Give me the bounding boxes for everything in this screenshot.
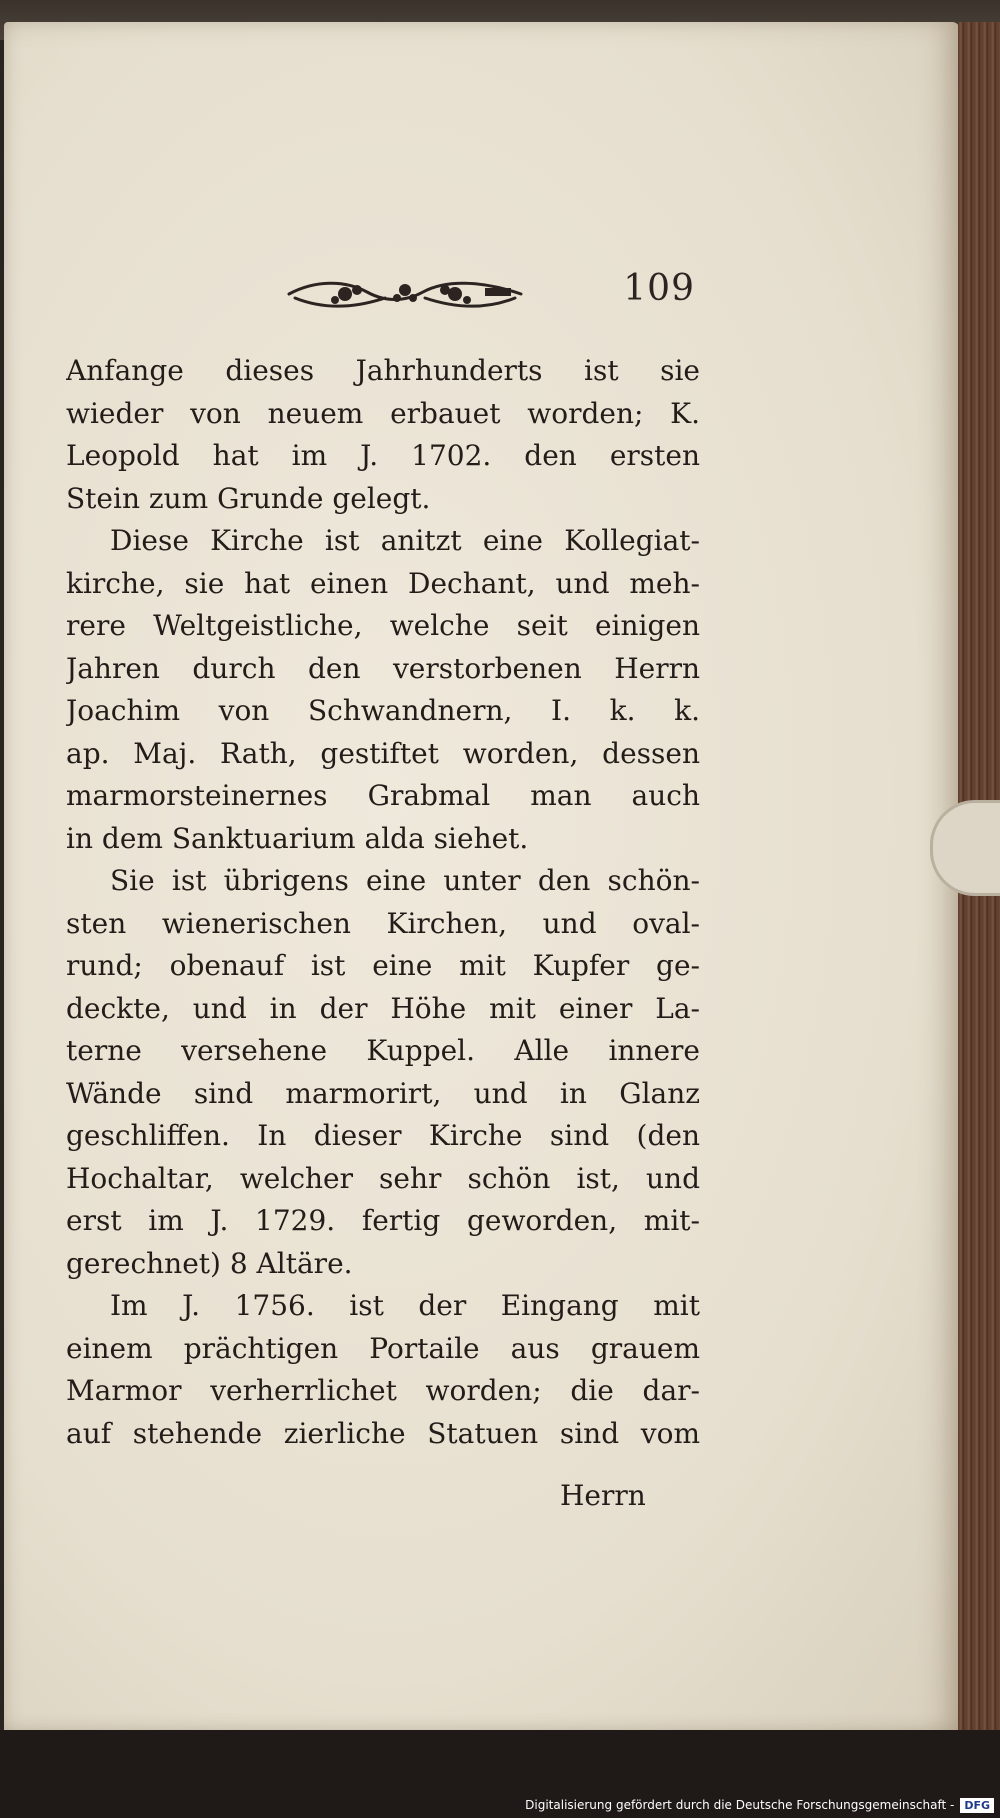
text-line: Joachim von Schwandnern, I. k. k. <box>66 694 700 727</box>
text-line: geschliffen. In dieser Kirche sind (den <box>66 1119 700 1152</box>
text-line: kirche, sie hat einen Dechant, und meh- <box>66 566 700 600</box>
dfg-logo-icon: DFG <box>960 1798 994 1813</box>
text-line: rund; obenauf ist eine mit Kupfer ge- <box>66 949 700 982</box>
text-line: Sie ist übrigens eine unter den schön- <box>110 864 700 897</box>
text-line: rere Weltgeistliche, welche seit einigen <box>66 609 700 642</box>
text-line: Jahren durch den verstorbenen Herrn <box>66 651 700 685</box>
text-line: Wände sind marmorirt, und in Glanz <box>66 1076 700 1110</box>
catchword: Herrn <box>560 1479 646 1512</box>
text-line: Diese Kirche ist anitzt eine Kollegiat- <box>110 524 700 557</box>
text-line: Stein zum Grunde gelegt. <box>66 481 431 515</box>
body-text <box>66 350 700 1455</box>
text-line: Marmor verherrlichet worden; die dar- <box>66 1374 700 1407</box>
text-line: ap. Maj. Rath, gestiftet worden, dessen <box>66 736 700 770</box>
text-line: deckte, und in der Höhe mit einer La- <box>66 991 700 1025</box>
ornament-vignette-icon <box>285 270 525 312</box>
text-line: Im J. 1756. ist der Eingang mit <box>110 1289 700 1322</box>
text-line: terne versehene Kuppel. Alle innere <box>66 1034 700 1067</box>
text-line: einem prächtigen Portaile aus grauem <box>66 1331 700 1365</box>
digitization-credit <box>525 1794 994 1816</box>
text-line: in dem Sanktuarium alda siehet. <box>66 821 529 855</box>
text-line: Anfange dieses Jahrhunderts ist sie <box>66 354 700 387</box>
text-line: Leopold hat im J. 1702. den ersten <box>66 439 700 472</box>
text-line: wieder von neuem erbauet worden; K. <box>66 396 700 430</box>
credit-text: Digitalisierung gefördert durch die Deutsche Forschungsgemeinschaft - <box>525 1798 955 1812</box>
text-line: gerechnet) 8 Altäre. <box>66 1246 353 1280</box>
text-line: marmorsteinernes Grabmal man auch <box>66 779 700 812</box>
text-line: auf stehende zierliche Statuen sind vom <box>66 1416 700 1450</box>
text-line: sten wienerischen Kirchen, und oval- <box>66 906 700 940</box>
page-header <box>70 268 695 318</box>
text-line: erst im J. 1729. fertig geworden, mit- <box>66 1204 700 1237</box>
page-number: 109 <box>623 268 695 309</box>
text-line: Hochaltar, welcher sehr schön ist, und <box>66 1161 700 1195</box>
